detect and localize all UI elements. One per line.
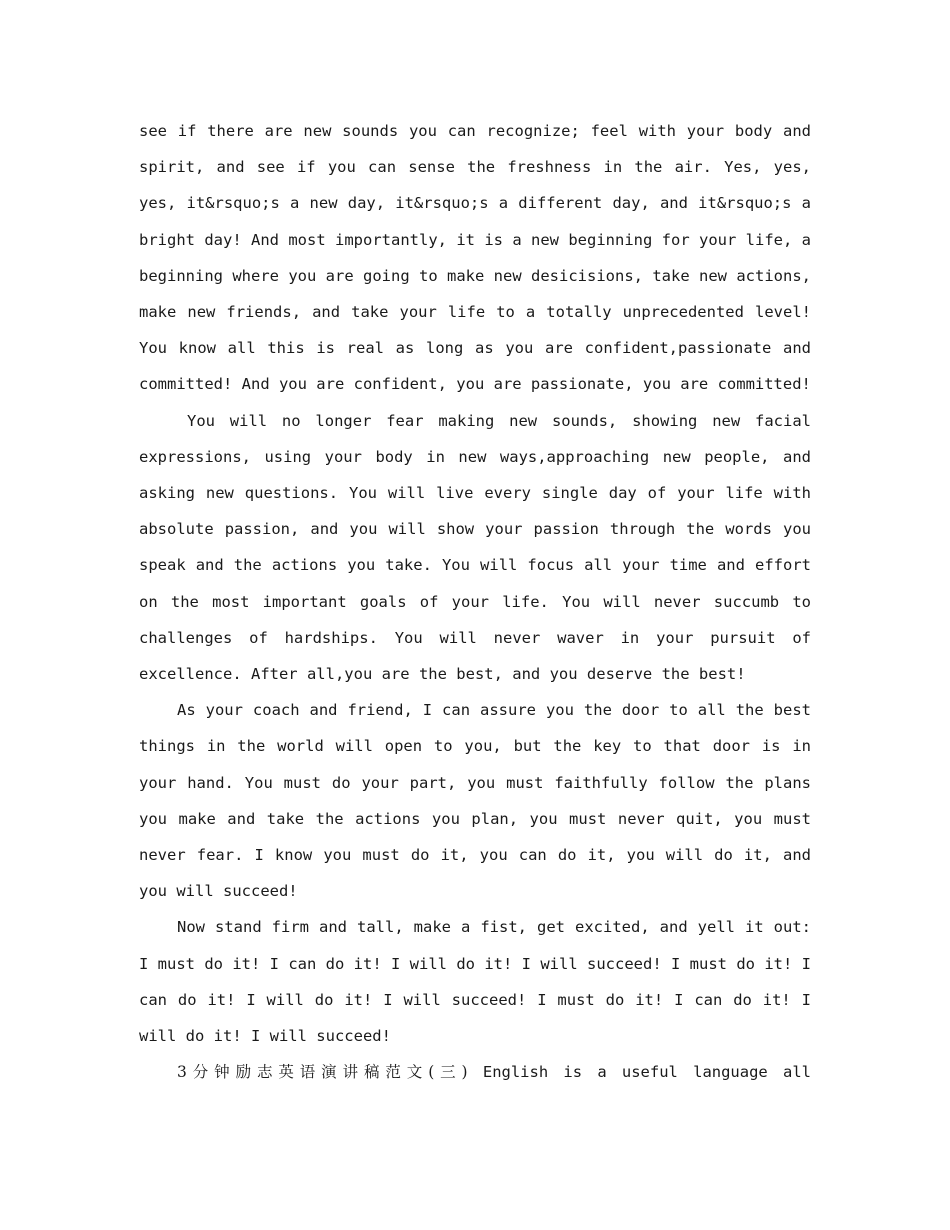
- paragraph-no-longer-fear: You will no longer fear making new sounds, showing new facial expressions, using your body in new ways,approaching new people, and asking new questions. You will live every single day of your life with absolute passion, and you will show your passion through the words you speak and the actions you take. You will focus all your time and effort on the most important goals of your life. You will never succumb to challenges of hardships. You will never waver in your pursuit of excellence. After all,you are the best, and you deserve the best!: [139, 411, 811, 684]
- paragraph-continuation: see if there are new sounds you can recognize; feel with your body and spirit, and see if you can sense the freshness in the air. Yes, yes, yes, it&rsquo;s a new day, it&rsquo;s a different day, and it&rsquo;s a bright day! And most importantly, it is a new beginning for your life, a beginning where you are going to make new desicisions, take new actions, make new friends, and take your life to a totally unprecedented level! You know all this is real as long as you are confident,passionate and committed! And you are confident, you are passionate, you are committed!: [139, 122, 811, 394]
- section-lead-text: English is a useful language all: [482, 1063, 811, 1082]
- section-heading-line: [139, 1054, 811, 1090]
- paragraph-coach-and-friend: As your coach and friend, I can assure you the door to all the best things in the world will open to you, but the key to that door is in your hand. You must do your part, you must faithfully follow the plans you make and take the actions you plan, you must never quit, you must never fear. I know you must do it, you can do it, you will do it, and you will succeed!: [139, 701, 811, 901]
- paragraph-stand-firm: Now stand firm and tall, make a fist, get excited, and yell it out: I must do it! I can do it! I will do it! I will succeed! I must do it! I can do it! I will do it! I will succeed! I must do it! I can do it! I will do it! I will succeed!: [139, 918, 811, 1046]
- document-body: [139, 113, 811, 1090]
- section-heading: 3分钟励志英语演讲稿范文(三): [177, 1063, 468, 1082]
